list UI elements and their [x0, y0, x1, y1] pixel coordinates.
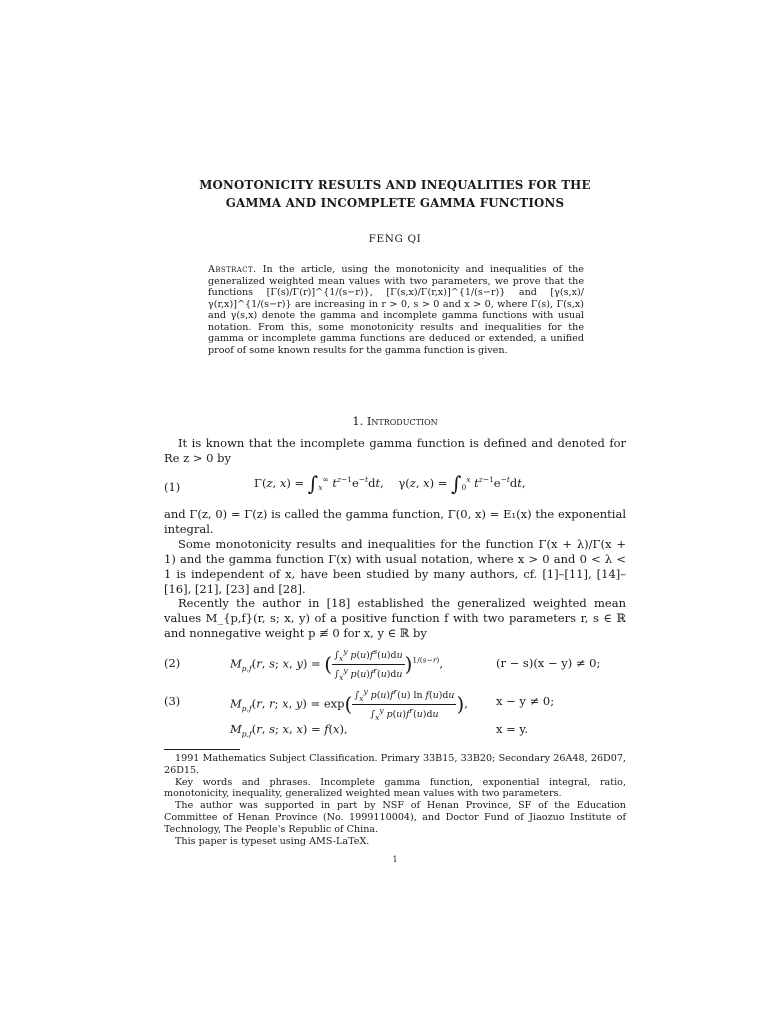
paragraph-history: Some monotonicity results and inequalities for the function Γ(x + λ)/Γ(x + 1) and the gamma function Γ(x) with usual notation, where x > 0 and 0 < λ < 1 is independent of x, have been studied by many authors, cf. [1]–[11], [14]–[16], [21], [23] and [28].	[164, 537, 626, 596]
page-number: 1	[392, 855, 398, 864]
footnotes	[164, 753, 626, 847]
section-title: Introduction	[366, 414, 438, 428]
paper-title	[164, 176, 626, 212]
footnote-keywords: Key words and phrases. Incomplete gamma function, exponential integral, ratio, monotonicity, inequality, generalized weighted mean values with two parameters.	[164, 776, 626, 800]
author-name: FENG QI	[368, 233, 422, 245]
equation-2-body: $M_{p,f}(r$, s; x, y) = ( $\frac{\int_x^y p(u)f^s(u)du}{\int_x^y p(u)f^r(u)du}$ )$^{1/(s-r)}$,	[230, 647, 443, 682]
equation-3-body: $M_{p,f}(r$, r; x, y) = exp( $\frac{\int_x^y p(u)f^r(u) \ln f(u)du}{\int_x^y p(u)f^r(u)du}$ ),	[230, 687, 468, 722]
paragraph-gamma-definition: and Γ(z, 0) = Γ(z) is called the gamma function, Γ(0, x) = E₁(x) the exponential integral.	[164, 507, 626, 536]
equation-2-condition: (r − s)(x − y) ≠ 0;	[496, 656, 601, 670]
title-line-2: GAMMA AND INCOMPLETE GAMMA FUNCTIONS	[225, 196, 565, 210]
paragraph-intro: It is known that the incomplete gamma function is defined and denoted for Re z > 0 by	[164, 436, 626, 465]
footnote-funding: The author was supported in part by NSF of Henan Province, SF of the Education Committee of Henan Province (No. 1999110004), and Doctor Fund of Jiaozuo Institute of Technology, The People's Republic of China.	[164, 800, 626, 835]
equation-3-condition: x − y ≠ 0;	[496, 694, 555, 708]
equation-4-body: $M_{p,f}(r$, s; x, x) = f(x),	[230, 722, 348, 739]
equation-4-condition: x = y.	[496, 722, 529, 736]
abstract-text: In the article, using the monotonicity and inequalities of the generalized weighted mean values with two parameters, we prove that the functions [Γ(s)/Γ(r)]^{1/(s−r)}, [Γ(s,x)/Γ(r,x)]^{1/(s−r)} and [γ(s,x)/γ(r,x)]^{1/(s−r)} are increasing in r > 0, s > 0 and x > 0, where Γ(s), Γ(s,x) and γ(s,x) denote the gamma and incomplete gamma functions with usual notation. From this, some monotonicity results and inequalities for the gamma or incomplete gamma functions are deduced or extended, a unified proof of some known results for the gamma function is given.	[208, 264, 584, 356]
footnote-typeset: This paper is typeset using AMS-LaTeX.	[175, 835, 370, 847]
equation-4	[164, 722, 626, 740]
section-number: 1.	[352, 414, 364, 428]
equation-2	[164, 646, 626, 682]
abstract-label: Abstract.	[208, 264, 257, 275]
equation-3	[164, 686, 626, 722]
abstract	[208, 264, 584, 356]
equation-2-label: (2)	[164, 656, 181, 670]
equation-1	[164, 472, 626, 502]
title-line-1: MONOTONICITY RESULTS AND INEQUALITIES FOR THE	[199, 178, 591, 192]
footnote-rule	[164, 749, 240, 750]
section-heading	[164, 414, 626, 429]
footnote-classification: 1991 Mathematics Subject Classification. Primary 33B15, 33B20; Secondary 26A48, 26D07, 26D15.	[164, 753, 626, 776]
paragraph-mean-values: Recently the author in [18] established the generalized weighted mean values M_{p,f}(r, s; x, y) of a positive function f with two parameters r, s ∈ ℝ and nonnegative weight p ≢ 0 for x, y ∈ ℝ by	[164, 596, 626, 640]
equation-1-label: (1)	[164, 480, 181, 494]
equation-1-body: Γ(z, $x) = \int_x^\infty$ $t^{z-1}e^{-t}dt$, γ(z, $x) = \int_0^x$ $t^{z-1}e^{-t}dt$,	[254, 471, 526, 496]
equation-3-label: (3)	[164, 694, 181, 708]
